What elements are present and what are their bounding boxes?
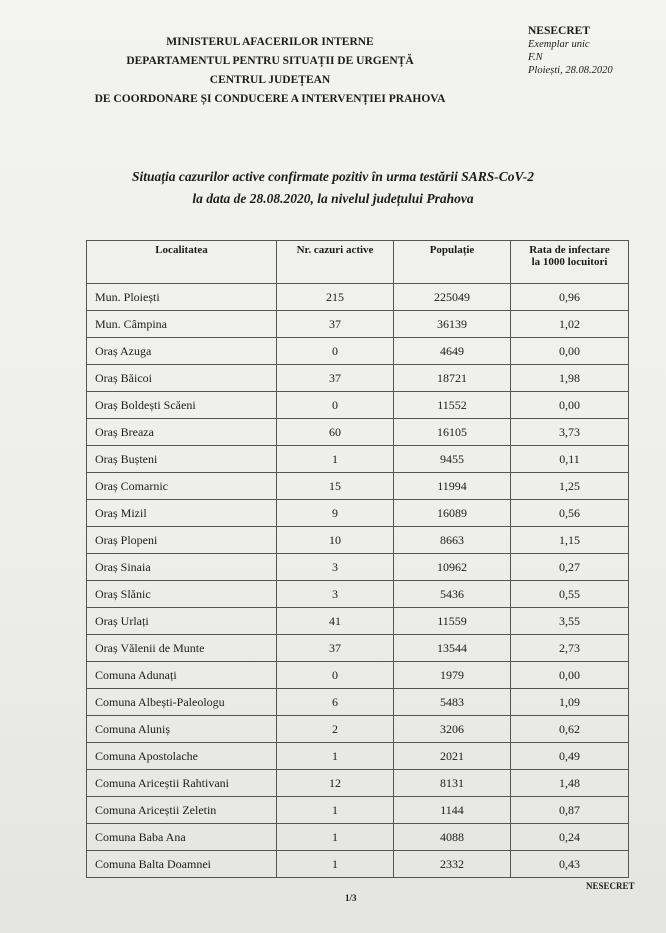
- classification-block: [528, 25, 658, 77]
- cell-active-cases: 41: [277, 608, 394, 635]
- cell-infection-rate: 1,02: [511, 311, 629, 338]
- header-line-1: MINISTERUL AFACERILOR INTERNE: [166, 36, 374, 48]
- cell-locality: Comuna Baba Ana: [87, 824, 277, 851]
- cell-active-cases: 12: [277, 770, 394, 797]
- table-row: [87, 851, 629, 878]
- table-row: [87, 392, 629, 419]
- cell-population: 4088: [394, 824, 511, 851]
- cell-population: 8663: [394, 527, 511, 554]
- cell-population: 3206: [394, 716, 511, 743]
- cell-locality: Comuna Balta Doamnei: [87, 851, 277, 878]
- cell-infection-rate: 0,00: [511, 392, 629, 419]
- cell-infection-rate: 1,98: [511, 365, 629, 392]
- table-row: [87, 554, 629, 581]
- cell-active-cases: 3: [277, 581, 394, 608]
- cell-population: 8131: [394, 770, 511, 797]
- cell-infection-rate: 0,00: [511, 662, 629, 689]
- table-row: [87, 419, 629, 446]
- cell-population: 9455: [394, 446, 511, 473]
- cell-infection-rate: 1,25: [511, 473, 629, 500]
- cell-locality: Oraș Comarnic: [87, 473, 277, 500]
- header-rate-line-1: Rata de infectare: [529, 244, 610, 256]
- table-row: [87, 743, 629, 770]
- copy-label: Exemplar unic: [528, 39, 590, 50]
- cell-infection-rate: 1,09: [511, 689, 629, 716]
- cell-locality: Oraș Mizil: [87, 500, 277, 527]
- cell-population: 16105: [394, 419, 511, 446]
- table-header-row: [87, 241, 629, 284]
- cell-active-cases: 1: [277, 851, 394, 878]
- table-row: [87, 770, 629, 797]
- cell-active-cases: 1: [277, 743, 394, 770]
- cell-population: 225049: [394, 284, 511, 311]
- cell-active-cases: 0: [277, 662, 394, 689]
- cell-infection-rate: 3,55: [511, 608, 629, 635]
- cell-locality: Oraș Azuga: [87, 338, 277, 365]
- cell-infection-rate: 0,55: [511, 581, 629, 608]
- cell-population: 1979: [394, 662, 511, 689]
- footer-classification: NESECRET: [586, 881, 635, 891]
- cell-active-cases: 6: [277, 689, 394, 716]
- cell-active-cases: 0: [277, 392, 394, 419]
- cell-locality: Oraș Plopeni: [87, 527, 277, 554]
- cell-population: 16089: [394, 500, 511, 527]
- cell-active-cases: 60: [277, 419, 394, 446]
- cell-population: 5483: [394, 689, 511, 716]
- header-active-cases: Nr. cazuri active: [277, 241, 394, 284]
- table-row: [87, 284, 629, 311]
- cell-population: 11552: [394, 392, 511, 419]
- table-row: [87, 338, 629, 365]
- header-line-2: DEPARTAMENTUL PENTRU SITUAȚII DE URGENȚĂ: [126, 55, 414, 67]
- cell-population: 2021: [394, 743, 511, 770]
- cell-population: 5436: [394, 581, 511, 608]
- cell-infection-rate: 1,48: [511, 770, 629, 797]
- table-row: [87, 608, 629, 635]
- cell-locality: Oraș Sinaia: [87, 554, 277, 581]
- cell-active-cases: 9: [277, 500, 394, 527]
- cell-population: 18721: [394, 365, 511, 392]
- table-row: [87, 824, 629, 851]
- table-row: [87, 797, 629, 824]
- cell-active-cases: 1: [277, 824, 394, 851]
- cell-locality: Comuna Ariceștii Rahtivani: [87, 770, 277, 797]
- cell-infection-rate: 0,56: [511, 500, 629, 527]
- table-row: [87, 311, 629, 338]
- table-row: [87, 662, 629, 689]
- cell-active-cases: 37: [277, 365, 394, 392]
- cell-locality: Mun. Câmpina: [87, 311, 277, 338]
- cell-active-cases: 2: [277, 716, 394, 743]
- cell-infection-rate: 1,15: [511, 527, 629, 554]
- cell-active-cases: 1: [277, 446, 394, 473]
- cell-locality: Mun. Ploiești: [87, 284, 277, 311]
- header-locality: Localitatea: [87, 241, 277, 284]
- header-rate-line-2: la 1000 locuitori: [531, 256, 608, 268]
- cell-population: 1144: [394, 797, 511, 824]
- cell-infection-rate: 0,96: [511, 284, 629, 311]
- cell-infection-rate: 0,24: [511, 824, 629, 851]
- cell-locality: Comuna Aluniș: [87, 716, 277, 743]
- title-line-1: Situația cazurilor active confirmate pozitiv în urma testării SARS-CoV-2: [131, 169, 535, 184]
- classification-label: NESECRET: [528, 25, 590, 37]
- place-date: Ploiești, 28.08.2020: [528, 65, 613, 76]
- table-row: [87, 581, 629, 608]
- institution-header: [70, 33, 470, 109]
- cell-locality: Oraș Băicoi: [87, 365, 277, 392]
- cell-locality: Oraș Bușteni: [87, 446, 277, 473]
- header-population: Populație: [394, 241, 511, 284]
- header-line-4: DE COORDONARE ȘI CONDUCERE A INTERVENȚIEI PRAHOVA: [94, 93, 446, 105]
- fn-label: F.N: [528, 52, 543, 63]
- table-row: [87, 635, 629, 662]
- cell-locality: Comuna Apostolache: [87, 743, 277, 770]
- cell-locality: Comuna Albești-Paleologu: [87, 689, 277, 716]
- title-line-2: la data de 28.08.2020, la nivelul județului Prahova: [192, 191, 474, 206]
- cell-active-cases: 37: [277, 311, 394, 338]
- cell-locality: Comuna Adunați: [87, 662, 277, 689]
- cell-active-cases: 1: [277, 797, 394, 824]
- cell-infection-rate: 0,62: [511, 716, 629, 743]
- header-infection-rate: [511, 241, 629, 284]
- cell-population: 11559: [394, 608, 511, 635]
- cell-population: 10962: [394, 554, 511, 581]
- cell-population: 36139: [394, 311, 511, 338]
- cell-infection-rate: 3,73: [511, 419, 629, 446]
- cell-locality: Oraș Boldești Scăeni: [87, 392, 277, 419]
- cases-table: [86, 240, 629, 878]
- table-body: [87, 284, 629, 878]
- cell-locality: Oraș Slănic: [87, 581, 277, 608]
- cell-population: 13544: [394, 635, 511, 662]
- table-row: [87, 527, 629, 554]
- cell-infection-rate: 2,73: [511, 635, 629, 662]
- cell-active-cases: 37: [277, 635, 394, 662]
- cell-locality: Oraș Breaza: [87, 419, 277, 446]
- cell-active-cases: 0: [277, 338, 394, 365]
- cell-infection-rate: 0,27: [511, 554, 629, 581]
- document-title: [60, 166, 606, 210]
- cell-infection-rate: 0,87: [511, 797, 629, 824]
- cell-active-cases: 215: [277, 284, 394, 311]
- cell-active-cases: 10: [277, 527, 394, 554]
- cell-infection-rate: 0,49: [511, 743, 629, 770]
- cell-locality: Oraș Urlați: [87, 608, 277, 635]
- page-number: 1/3: [345, 893, 357, 903]
- cell-population: 4649: [394, 338, 511, 365]
- table-row: [87, 473, 629, 500]
- cell-active-cases: 3: [277, 554, 394, 581]
- table-row: [87, 365, 629, 392]
- table-row: [87, 716, 629, 743]
- table-row: [87, 500, 629, 527]
- cell-infection-rate: 0,11: [511, 446, 629, 473]
- cell-active-cases: 15: [277, 473, 394, 500]
- header-line-3: CENTRUL JUDEȚEAN: [209, 74, 331, 86]
- cell-population: 2332: [394, 851, 511, 878]
- cell-infection-rate: 0,00: [511, 338, 629, 365]
- cell-infection-rate: 0,43: [511, 851, 629, 878]
- table-row: [87, 446, 629, 473]
- table-row: [87, 689, 629, 716]
- cell-locality: Comuna Ariceștii Zeletin: [87, 797, 277, 824]
- cell-locality: Oraș Vălenii de Munte: [87, 635, 277, 662]
- cell-population: 11994: [394, 473, 511, 500]
